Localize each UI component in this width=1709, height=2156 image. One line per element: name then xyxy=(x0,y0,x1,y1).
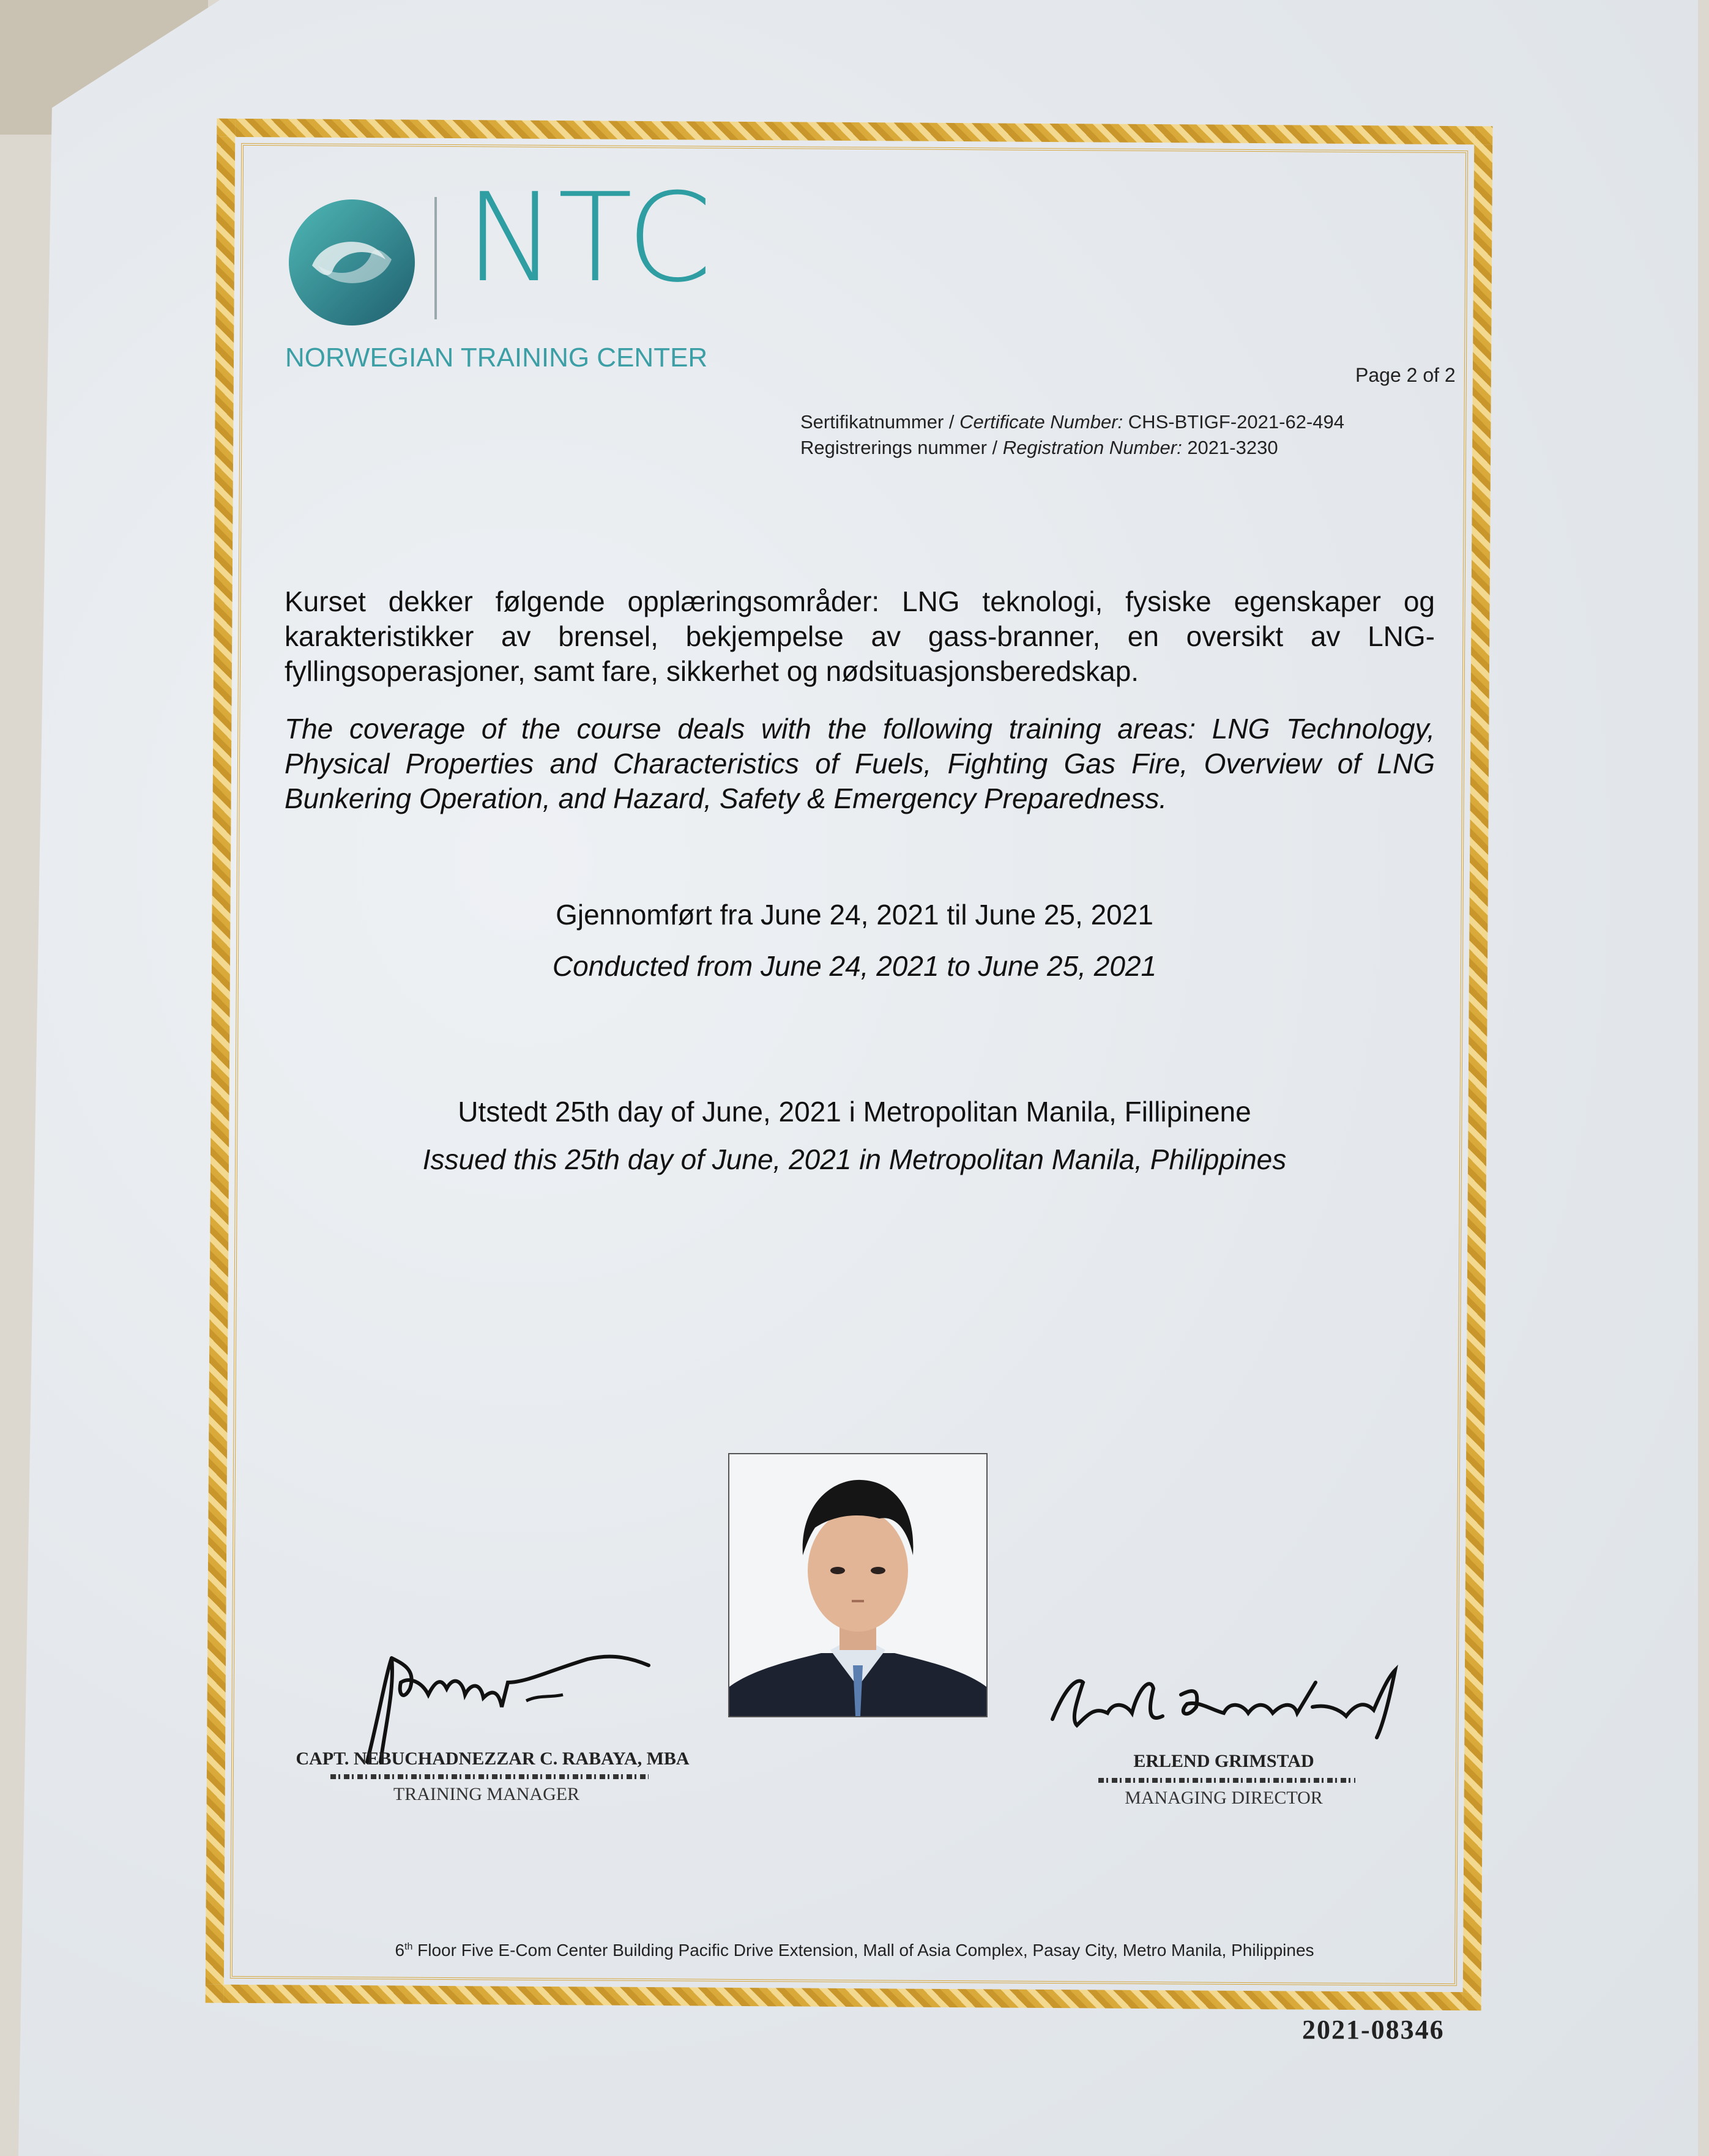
registration-label-en: Registration Number: xyxy=(1002,437,1182,458)
conducted-norwegian: Gjennomført fra June 24, 2021 til June 25, 2021 xyxy=(556,899,1153,931)
certificate-label-no: Sertifikatnummer xyxy=(800,411,944,433)
right-signatory-title: MANAGING DIRECTOR xyxy=(1125,1788,1323,1808)
issued-english: Issued this 25th day of June, 2021 in Metropolitan Manila, Philippines xyxy=(422,1143,1287,1175)
issued-norwegian: Utstedt 25th day of June, 2021 i Metropolitan Manila, Fillipinene xyxy=(458,1096,1251,1128)
registration-label-no: Registrerings nummer xyxy=(800,437,987,458)
certificate-number-line: Sertifikatnummer / Certificate Number: CHS-BTIGF-2021-62-494 xyxy=(800,411,1344,433)
logo-subtitle: NORWEGIAN TRAINING CENTER xyxy=(285,343,708,373)
footer-address xyxy=(0,1941,1709,1960)
logo-letters: NTC xyxy=(465,167,713,310)
address-floor: 6 xyxy=(395,1941,405,1960)
ntc-swirl-icon xyxy=(288,198,416,327)
page-number: Page 2 of 2 xyxy=(1355,364,1456,386)
ntc-logo xyxy=(285,167,716,379)
right-microtext-line xyxy=(1098,1778,1355,1783)
registration-number-line: Registrerings nummer / Registration Number: 2021-3230 xyxy=(800,437,1278,458)
holder-photo xyxy=(728,1453,988,1717)
conducted-english: Conducted from June 24, 2021 to June 25, 2021 xyxy=(552,950,1157,982)
left-microtext-line xyxy=(330,1774,649,1779)
registration-number: 2021-3230 xyxy=(1187,437,1278,458)
logo-divider xyxy=(434,197,437,319)
right-signatory-name: ERLEND GRIMSTAD xyxy=(1133,1751,1314,1771)
certificate-number: CHS-BTIGF-2021-62-494 xyxy=(1128,411,1344,433)
address-text: Floor Five E-Com Center Building Pacific Drive Extension, Mall of Asia Complex, Pasay City, Metro Manila, Philippines xyxy=(412,1941,1314,1960)
address-floor-suffix: th xyxy=(404,1941,413,1952)
coverage-norwegian: Kurset dekker følgende opplæringsområder: LNG teknologi, fysiske egenskaper og karakteristikker av brensel, bekjempelse av gass-branner, en oversikt av LNG-fyllingsoperasjoner, samt fare, sikkerhet og nødsituasjonsberedskap. xyxy=(285,585,1435,687)
left-signatory-name: CAPT. NEBUCHADNEZZAR C. RABAYA, MBA xyxy=(296,1749,690,1769)
coverage-english: The coverage of the course deals with the following training areas: LNG Technology, Physical Properties and Characteristics of Fuels, Fighting Gas Fire, Overview of LNG Bunkering Operation, and Hazard, Safety & Emergency Preparedness. xyxy=(285,713,1435,814)
certificate-label-en: Certificate Number: xyxy=(959,411,1123,433)
serial-number: 2021-08346 xyxy=(1302,2015,1445,2045)
left-signatory-title: TRAINING MANAGER xyxy=(393,1784,580,1804)
person-portrait-icon xyxy=(729,1454,986,1716)
managing-director-signature xyxy=(1040,1652,1407,1744)
